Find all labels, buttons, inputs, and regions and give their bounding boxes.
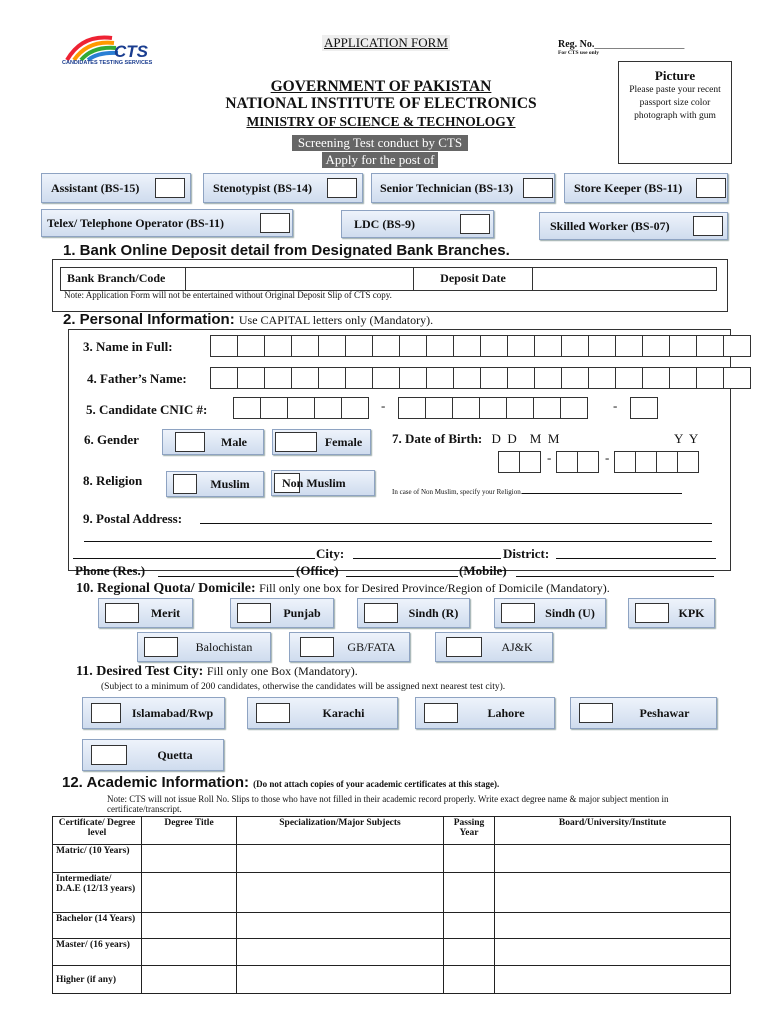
picture-title: Picture [654, 68, 696, 83]
table-row [53, 913, 731, 939]
post-telephone-operator[interactable] [41, 209, 293, 237]
section2-heading: 2. Personal Information: [63, 311, 235, 328]
institute-input[interactable] [495, 939, 731, 966]
gov-title: GOVERNMENT OF PAKISTAN [270, 78, 492, 95]
logo-arc-icon [62, 32, 122, 62]
degree-level: Higher (if any) [53, 966, 142, 994]
reg-note: For CTS use only [558, 50, 600, 56]
specialization-input[interactable] [237, 939, 444, 966]
degree-title-input[interactable] [142, 939, 237, 966]
bank-note: Note: Application Form will not be entertained without Original Deposit Slip of CTS copy. [64, 290, 392, 300]
post-label: Senior Technician (BS-13) [380, 180, 514, 195]
address-input-line1[interactable] [200, 523, 712, 524]
city-checkbox[interactable] [91, 703, 121, 723]
specialization-input[interactable] [237, 913, 444, 939]
passing-year-input[interactable] [444, 913, 495, 939]
reg-blank: __________________ [594, 39, 685, 50]
post-checkbox[interactable] [523, 178, 553, 198]
domicile-checkbox[interactable] [446, 637, 482, 657]
section10-title [76, 581, 610, 597]
post-store-keeper[interactable] [564, 173, 728, 203]
dob-format: D D M M [491, 431, 560, 446]
apply-banner: Apply for the post of [322, 152, 438, 168]
degree-level: Intermediate/ D.A.E (12/13 years) [53, 873, 142, 913]
religion-checkbox[interactable] [173, 474, 197, 494]
dob-label [392, 431, 559, 447]
dob-year-input[interactable] [614, 451, 698, 473]
deposit-date-input[interactable] [533, 268, 716, 290]
specialization-input[interactable] [237, 873, 444, 913]
specialization-input[interactable] [237, 845, 444, 873]
domicile-sindh-rural[interactable] [357, 598, 470, 628]
section10-heading: 10. Regional Quota/ Domicile: [76, 581, 256, 596]
post-label: Telex/ Telephone Operator (BS-11) [47, 215, 225, 230]
cnic-input-1[interactable] [233, 397, 368, 419]
gender-label: 6. Gender [84, 432, 139, 447]
domicile-ajk[interactable] [435, 632, 553, 662]
section11-note: (Subject to a minimum of 200 candidates, otherwise the candidates will be assigned next nearest test city). [101, 682, 506, 692]
domicile-kpk[interactable] [628, 598, 715, 628]
post-assistant[interactable] [41, 173, 191, 203]
gender-checkbox[interactable] [175, 432, 205, 452]
domicile-gb-fata[interactable] [289, 632, 410, 662]
table-row [53, 845, 731, 873]
degree-title-input[interactable] [142, 873, 237, 913]
domicile-label: Sindh (R) [408, 605, 459, 620]
ministry-title: MINISTRY OF SCIENCE & TECHNOLOGY [246, 114, 516, 129]
non-muslim-note-text: In case of Non Muslim, specify your Religion. [392, 488, 523, 496]
passing-year-input[interactable] [444, 966, 495, 994]
reg-label: Reg. No. [558, 39, 595, 50]
phone-res-input[interactable] [158, 576, 294, 577]
city-option-label: Karachi [322, 705, 365, 720]
post-checkbox[interactable] [693, 216, 723, 236]
phone-office-input[interactable] [346, 576, 458, 577]
dob-day-input[interactable] [498, 451, 540, 473]
bank-branch-input[interactable] [186, 268, 414, 290]
section12-note: Note: CTS will not issue Roll No. Slips to those who have not filled in their academic record properly. Write exact degree name & major subject mention in certificate/transcript. [107, 794, 669, 814]
degree-level: Bachelor (14 Years) [53, 913, 142, 939]
post-skilled-worker[interactable] [539, 212, 728, 240]
domicile-label: AJ&K [501, 639, 533, 654]
dob-year-format: Y Y [674, 431, 699, 446]
cnic-label: 5. Candidate CNIC #: [86, 402, 208, 417]
section10-subtitle: Fill only one box for Desired Province/Region of Domicile (Mandatory). [259, 581, 610, 595]
non-muslim-note[interactable] [392, 488, 682, 496]
institute-input[interactable] [495, 966, 731, 994]
col-header: Degree Title [142, 817, 237, 845]
section11-subtitle: Fill only one Box (Mandatory). [206, 664, 358, 678]
logo-text: CTS [114, 42, 148, 61]
name-input[interactable] [210, 335, 750, 357]
religion-label: 8. Religion [83, 473, 143, 488]
domicile-checkbox[interactable] [635, 603, 669, 623]
post-checkbox[interactable] [260, 213, 290, 233]
institute-input[interactable] [495, 873, 731, 913]
phone-mobile-label: (Mobile) [459, 563, 507, 578]
domicile-checkbox[interactable] [144, 637, 178, 657]
section1-title: 1. Bank Online Deposit detail from Designated Bank Branches. [63, 242, 510, 259]
col-header: Board/University/Institute [495, 817, 731, 845]
phone-mobile-input[interactable] [516, 576, 714, 577]
district-input[interactable] [556, 558, 716, 559]
city-checkbox[interactable] [424, 703, 458, 723]
section12-heading: 12. Academic Information: [62, 774, 249, 791]
section2-subtitle: Use CAPITAL letters only (Mandatory). [238, 313, 434, 327]
domicile-sindh-urban[interactable] [494, 598, 606, 628]
academic-table [52, 816, 731, 994]
address-label: 9. Postal Address: [83, 511, 183, 526]
domicile-checkbox[interactable] [300, 637, 334, 657]
religion-non-muslim-label: Non Muslim [282, 475, 346, 490]
table-row [53, 966, 731, 994]
post-checkbox[interactable] [327, 178, 357, 198]
address-input-line2[interactable] [84, 541, 712, 542]
religion-non-muslim[interactable] [271, 470, 375, 496]
form-title: APPLICATION FORM [324, 35, 448, 50]
post-label: Skilled Worker (BS-07) [550, 218, 670, 233]
domicile-label: Punjab [283, 605, 321, 620]
bank-branch-label: Bank Branch/Code [61, 268, 186, 290]
cnic-input-2[interactable] [398, 397, 587, 419]
post-checkbox[interactable] [155, 178, 185, 198]
father-name-label: 4. Father’s Name: [87, 371, 187, 386]
section12-title [62, 774, 499, 791]
domicile-merit[interactable] [98, 598, 193, 628]
post-label: Stenotypist (BS-14) [213, 180, 313, 195]
dob-month-input[interactable] [556, 451, 598, 473]
cnic-dash: - [381, 398, 386, 413]
section12-subtitle: (Do not attach copies of your academic certificates at this stage). [253, 779, 500, 789]
post-stenotypist[interactable] [203, 173, 363, 203]
city-islamabad[interactable] [82, 697, 225, 729]
name-label: 3. Name in Full: [83, 339, 173, 354]
domicile-label: Balochistan [195, 639, 253, 654]
institute-title: NATIONAL INSTITUTE OF ELECTRONICS [225, 95, 537, 112]
city-quetta[interactable] [82, 739, 224, 771]
city-peshawar[interactable] [570, 697, 717, 729]
domicile-label: Merit [150, 605, 181, 620]
section11-heading: 11. Desired Test City: [76, 664, 204, 679]
passing-year-input[interactable] [444, 939, 495, 966]
domicile-checkbox[interactable] [364, 603, 398, 623]
post-checkbox[interactable] [460, 214, 490, 234]
city-lahore[interactable] [415, 697, 555, 729]
city-checkbox[interactable] [579, 703, 613, 723]
domicile-checkbox[interactable] [501, 603, 535, 623]
institute-input[interactable] [495, 913, 731, 939]
city-label: City: [316, 546, 345, 561]
dob-label-text: 7. Date of Birth: [392, 431, 483, 446]
domicile-balochistan[interactable] [137, 632, 271, 662]
city-option-label: Lahore [487, 705, 525, 720]
domicile-punjab[interactable] [230, 598, 334, 628]
reg-number[interactable] [558, 39, 684, 56]
city-option-label: Peshawar [639, 705, 690, 720]
col-header: Passing Year [444, 817, 495, 845]
domicile-label: Sindh (U) [545, 605, 595, 620]
city-option-label: Islamabad/Rwp [131, 705, 214, 720]
bank-row [60, 267, 717, 291]
dob-dash: - [605, 450, 610, 465]
phone-res-label: Phone (Res.) [75, 563, 146, 578]
gender-male-label: Male [221, 434, 247, 449]
district-label: District: [503, 546, 550, 561]
gender-female[interactable] [272, 429, 371, 455]
post-ldc[interactable] [341, 210, 494, 238]
degree-level: Matric/ (10 Years) [53, 845, 142, 873]
domicile-label: GB/FATA [347, 639, 396, 654]
city-option-label: Quetta [157, 747, 193, 762]
deposit-date-label: Deposit Date [414, 268, 533, 290]
cnic-input-3[interactable] [630, 397, 657, 419]
passing-year-input[interactable] [444, 873, 495, 913]
post-label: LDC (BS-9) [354, 216, 416, 231]
degree-title-input[interactable] [142, 913, 237, 939]
gender-female-label: Female [324, 434, 363, 449]
specialization-input[interactable] [237, 966, 444, 994]
cts-logo [62, 32, 167, 72]
phone-office-label: (Office) [296, 563, 339, 578]
city-checkbox[interactable] [256, 703, 290, 723]
gender-male[interactable] [162, 429, 264, 455]
screening-banner: Screening Test conduct by CTS [292, 135, 468, 151]
table-row [53, 939, 731, 966]
degree-level: Master/ (16 years) [53, 939, 142, 966]
religion-muslim-label: Muslim [210, 476, 250, 491]
picture-instructions: Please paste your recent passport size color photograph with gum [629, 85, 721, 121]
table-row [53, 873, 731, 913]
domicile-label: KPK [678, 605, 705, 620]
domicile-checkbox[interactable] [237, 603, 271, 623]
father-name-input[interactable] [210, 367, 750, 389]
section2-title [63, 311, 433, 328]
address-input-line3[interactable] [73, 558, 315, 559]
gender-checkbox[interactable] [275, 432, 317, 452]
dob-dash: - [547, 450, 552, 465]
institute-input[interactable] [495, 845, 731, 873]
post-senior-technician[interactable] [371, 173, 555, 203]
post-checkbox[interactable] [696, 178, 726, 198]
city-input[interactable] [353, 558, 501, 559]
col-header: Certificate/ Degree level [53, 817, 142, 845]
domicile-checkbox[interactable] [105, 603, 139, 623]
degree-title-input[interactable] [142, 845, 237, 873]
degree-title-input[interactable] [142, 966, 237, 994]
passing-year-input[interactable] [444, 845, 495, 873]
cnic-dash: - [613, 398, 618, 413]
academic-header-row [53, 817, 731, 845]
section11-title [76, 664, 358, 680]
religion-muslim[interactable] [166, 471, 264, 497]
city-karachi[interactable] [247, 697, 398, 729]
picture-box[interactable] [618, 61, 732, 164]
col-header: Specialization/Major Subjects [237, 817, 444, 845]
post-label: Assistant (BS-15) [51, 180, 140, 195]
logo-subtext: CANDIDATES TESTING SERVICES [62, 60, 153, 66]
city-checkbox[interactable] [91, 745, 127, 765]
post-label: Store Keeper (BS-11) [574, 180, 683, 195]
